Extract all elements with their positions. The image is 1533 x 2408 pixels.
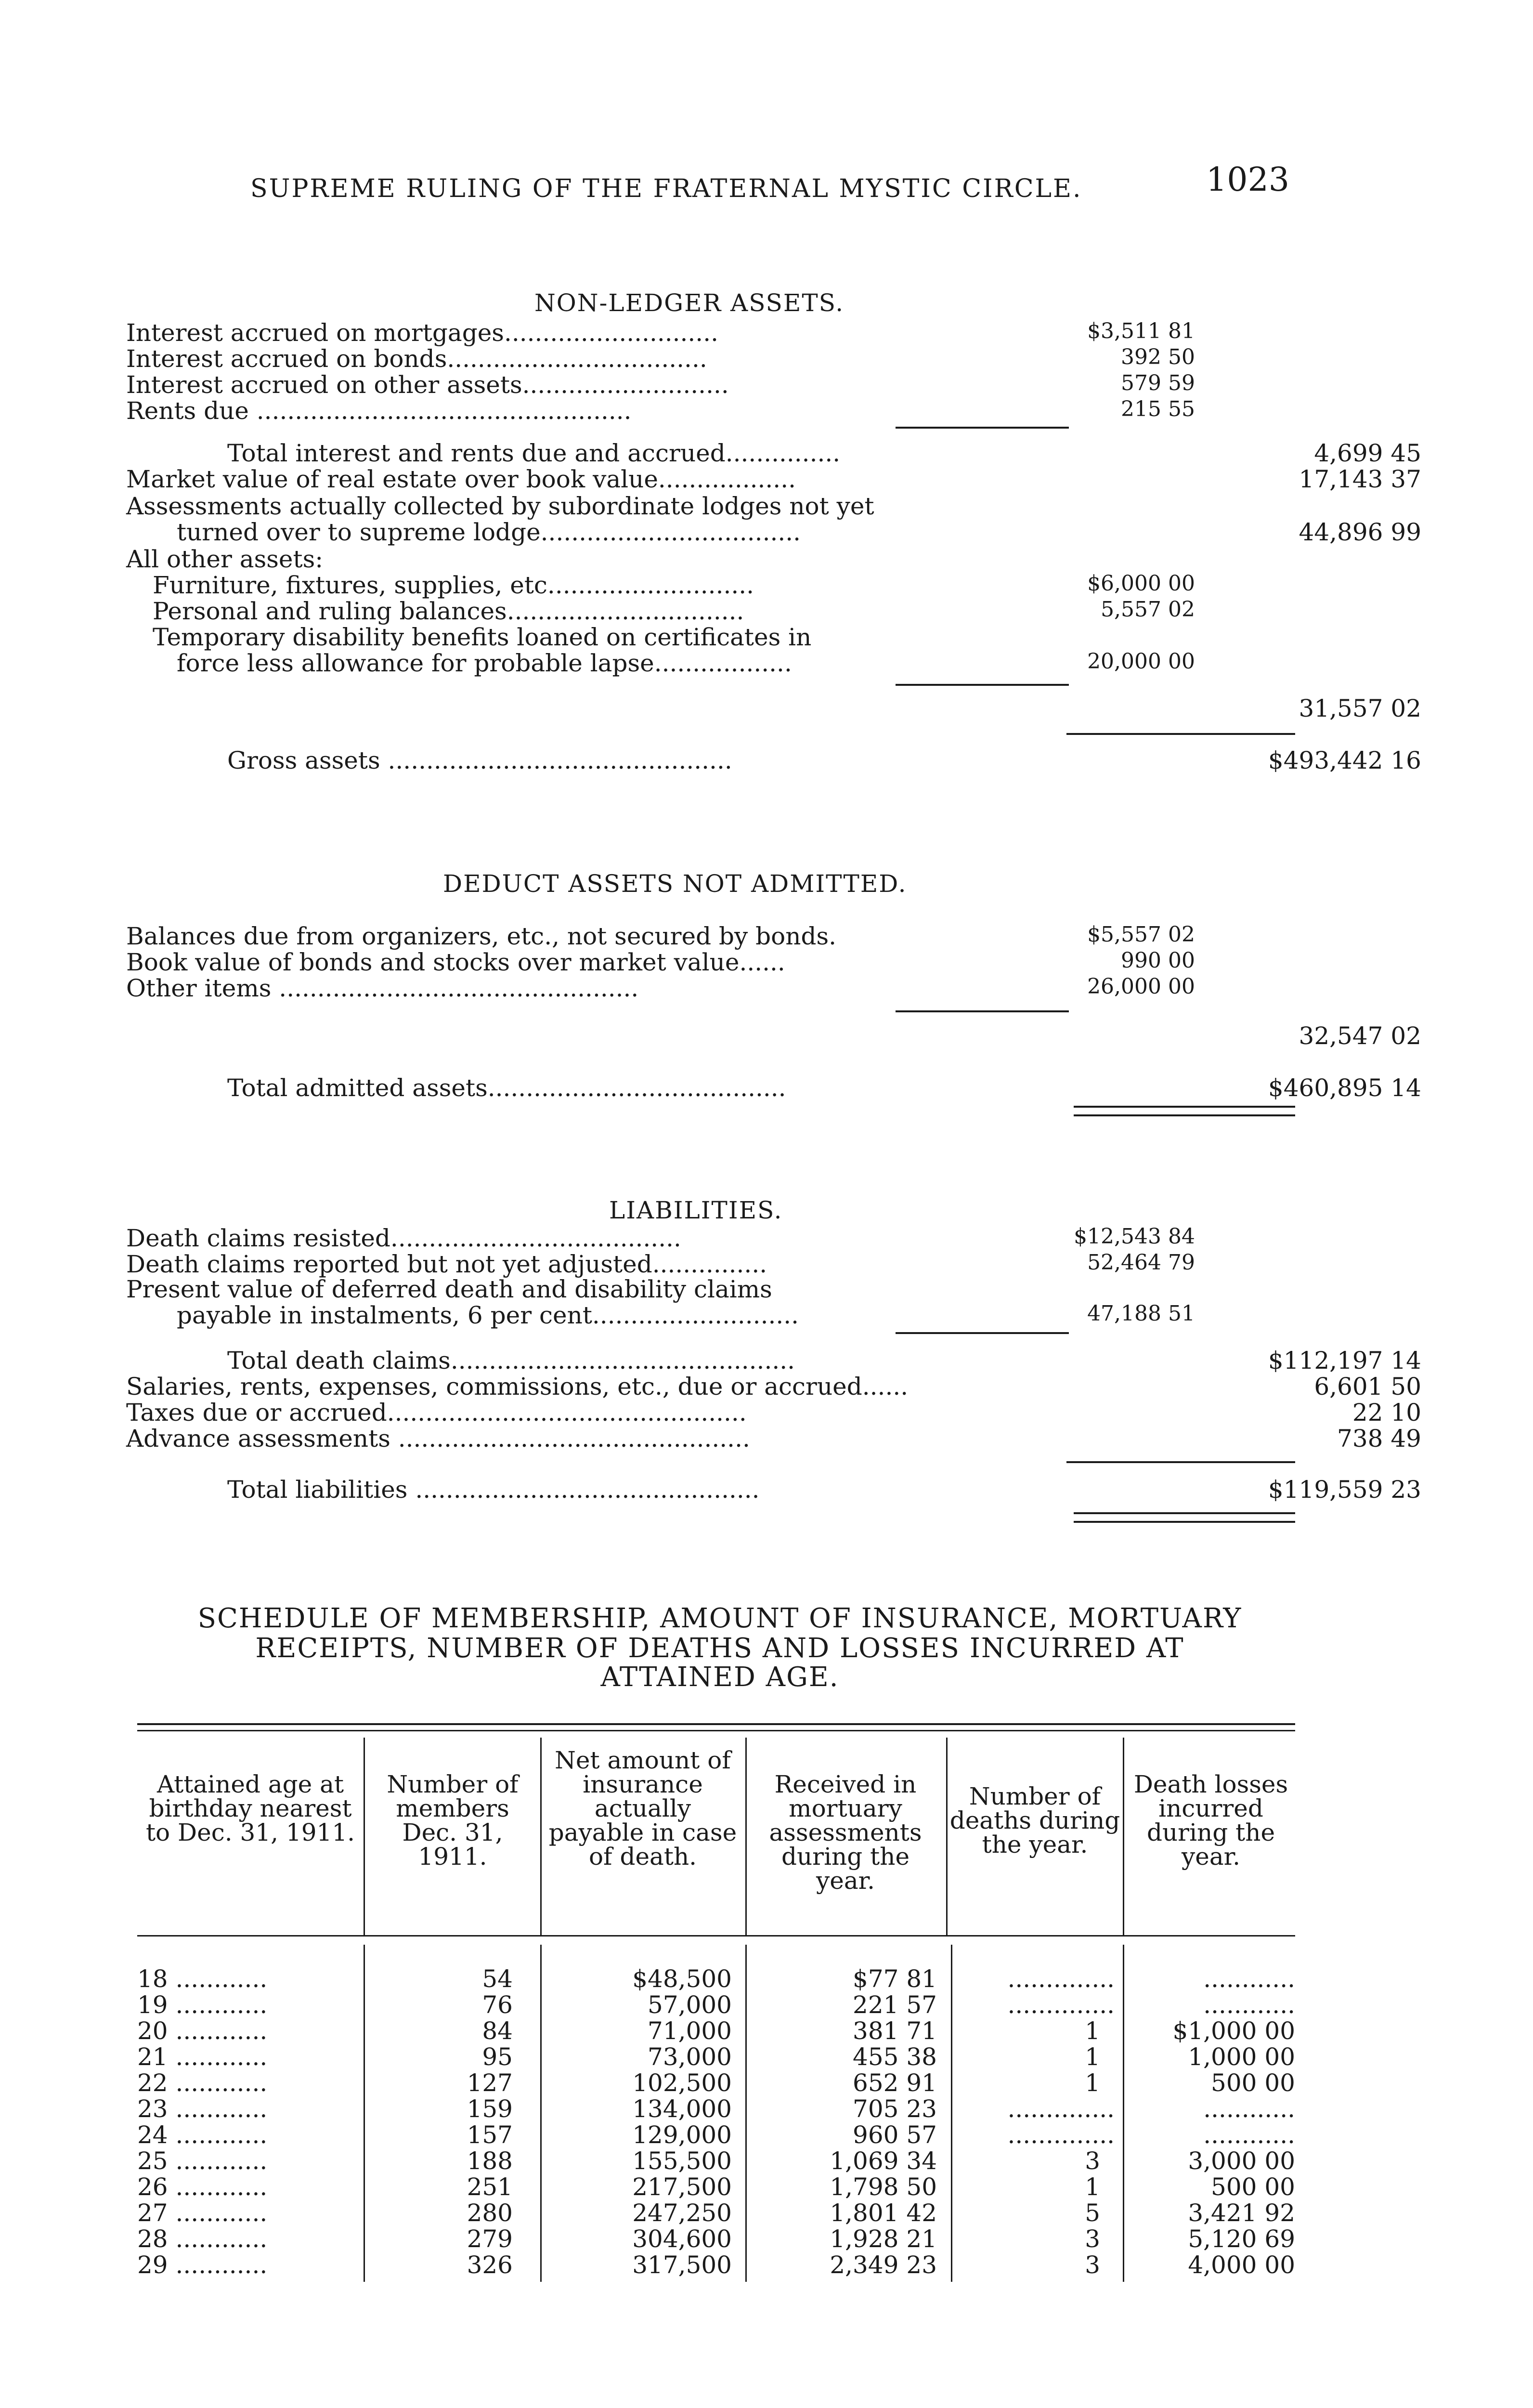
- liabilities-title: LIABILITIES.: [609, 1196, 783, 1224]
- rule: [896, 1332, 1069, 1334]
- rule: [896, 427, 1069, 429]
- schedule-title-line-1: SCHEDULE OF MEMBERSHIP, AMOUNT OF INSURANCE, MORTUARY: [197, 1603, 1242, 1634]
- column-divider: [540, 1738, 542, 1935]
- column-header-received: Received in mortuary assessments during the year.: [769, 1770, 922, 1895]
- table-top-rule: [137, 1723, 1295, 1725]
- column-header-insurance: Net amount of insurance actually payable in case of death.: [548, 1746, 737, 1871]
- schedule-title-line-3: ATTAINED AGE.: [600, 1662, 839, 1693]
- rule: [896, 684, 1069, 686]
- column-header-age: Attained age at birthday nearest to Dec. 31, 1911.: [145, 1770, 355, 1846]
- column-header-deaths: Number of deaths during the year.: [949, 1782, 1120, 1858]
- rule: [1066, 1461, 1295, 1463]
- schedule-title-line-2: RECEIPTS, NUMBER OF DEATHS AND LOSSES INCURRED AT: [255, 1633, 1184, 1664]
- rule: [896, 1010, 1069, 1012]
- column-divider: [1123, 1738, 1124, 1935]
- column-divider: [1123, 1945, 1124, 2282]
- column-divider: [540, 1945, 542, 2282]
- column-header-members: Number of members Dec. 31, 1911.: [387, 1770, 519, 1871]
- column-divider: [951, 1945, 952, 2282]
- deduct-title: DEDUCT ASSETS NOT ADMITTED.: [443, 870, 907, 898]
- column-divider: [364, 1738, 365, 1935]
- non-ledger-title: NON-LEDGER ASSETS.: [534, 289, 844, 317]
- page-number: 1023: [1206, 161, 1290, 199]
- running-title: SUPREME RULING OF THE FRATERNAL MYSTIC CIRCLE.: [250, 174, 1082, 203]
- column-divider: [946, 1738, 948, 1935]
- column-divider: [745, 1945, 747, 2282]
- double-rule: [1074, 1512, 1295, 1523]
- column-header-losses: Death losses incurred during the year.: [1133, 1770, 1288, 1871]
- rule: [1066, 733, 1295, 735]
- double-rule: [1074, 1106, 1295, 1116]
- table-header-rule: [137, 1935, 1295, 1937]
- table-top-rule: [137, 1730, 1295, 1731]
- column-divider: [364, 1945, 365, 2282]
- column-divider: [745, 1738, 747, 1935]
